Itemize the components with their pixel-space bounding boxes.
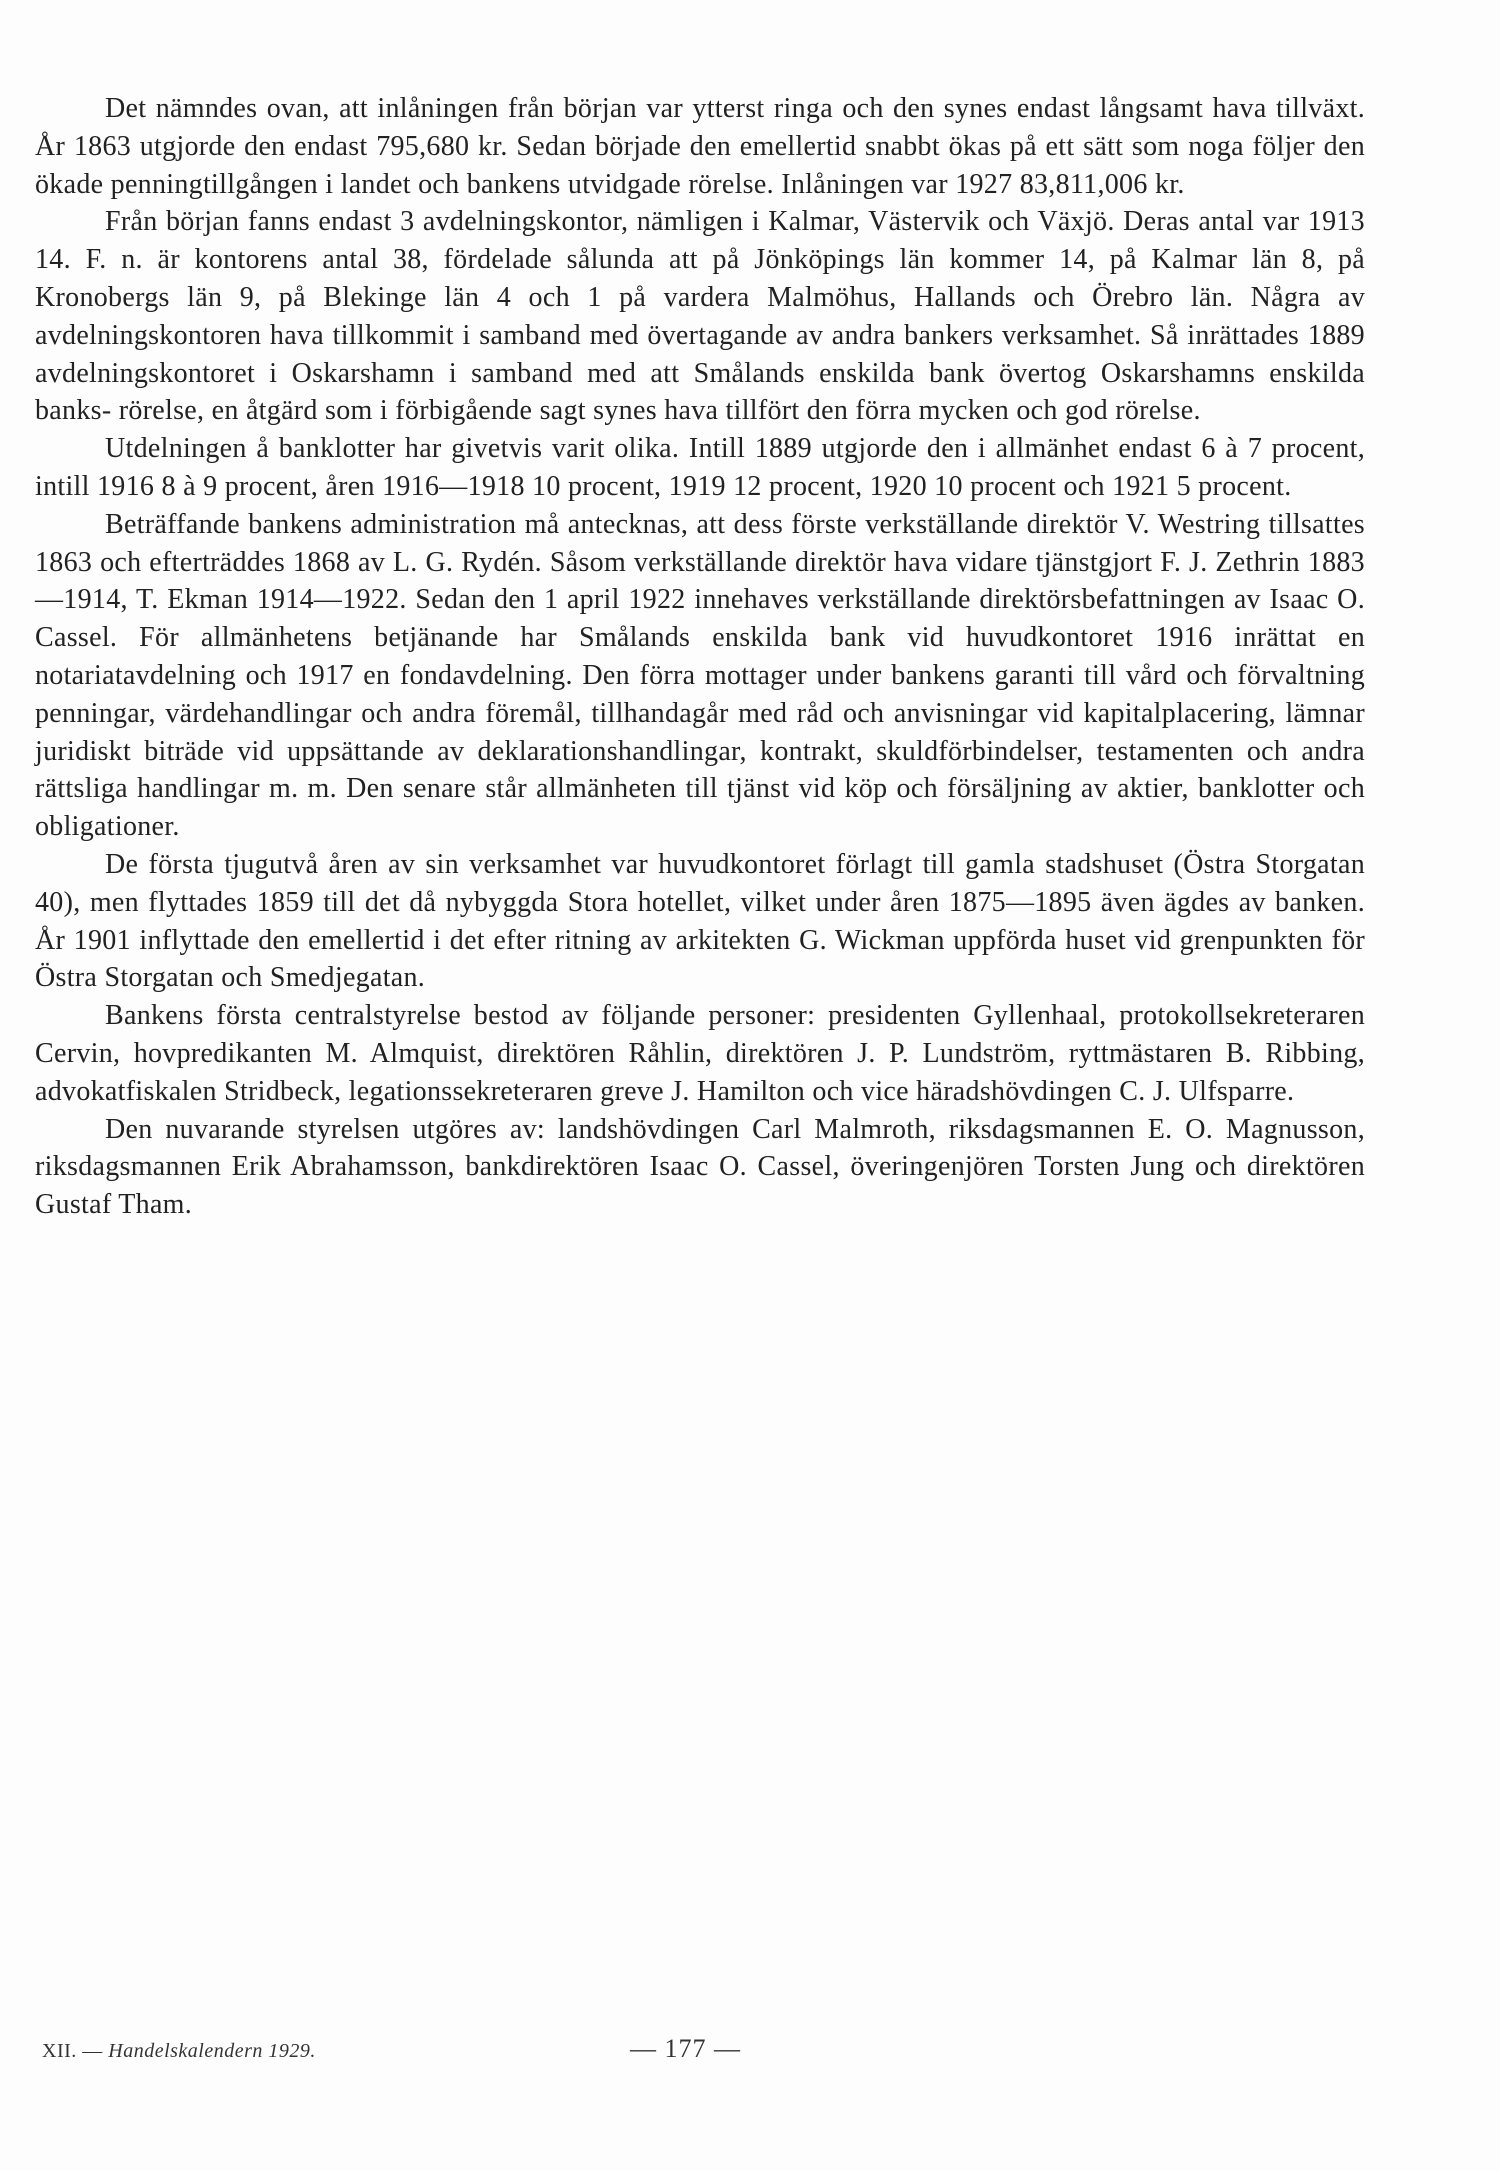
body-text	[35, 90, 1365, 1224]
footer-publication-title: Handelskalendern 1929.	[108, 2040, 316, 2062]
paragraph-first-board: Bankens första centralstyrelse bestod av följande personer: presidenten Gyllenhaal, protokollsekreteraren Cervin, hovpredikanten M. Almquist, direktören Råhlin, direktören J. P. Lundström, ryttmästaren B. Ribbing, advokatfiskalen Stridbeck, legationssekreteraren greve J. Hamilton och vice häradshövdingen C. J. Ulfsparre.	[35, 1000, 1365, 1107]
page-footer	[0, 2034, 1500, 2074]
paragraph-deposits: Det nämndes ovan, att inlåningen från början var ytterst ringa och den synes endast långsamt hava tillväxt. År 1863 utgjorde den endast 795,680 kr. Sedan började den emellertid snabbt ökas på ett sätt som noga följer den ökade penningtillgången i landet och bankens utvidgade rörelse. Inlåningen var 1927 83,811,006 kr.	[35, 93, 1365, 200]
paragraph-dividends: Utdelningen å banklotter har givetvis varit olika. Intill 1889 utgjorde den i allmänhet endast 6 à 7 procent, intill 1916 8 à 9 procent, åren 1916—1918 10 procent, 1919 12 procent, 1920 10 procent och 1921 5 procent.	[35, 433, 1365, 502]
paragraph-head-office: De första tjugutvå åren av sin verksamhet var huvudkontoret förlagt till gamla stadshuset (Östra Storgatan 40), men flyttades 1859 till det då nybyggda Stora hotellet, vilket under åren 1875—1895 även ägdes av banken. År 1901 inflyttade den emellertid i det efter ritning av arkitekten G. Wickman uppförda huset vid grenpunkten för Östra Storgatan och Smedjegatan.	[35, 848, 1365, 994]
paragraph-branch-offices: Från början fanns endast 3 avdelningskontor, nämligen i Kalmar, Västervik och Växjö. Deras antal var 1913 14. F. n. är kontorens antal 38, fördelade sålunda att på Jönköpings län kommer 14, på Kalmar län 8, på Kronobergs län 9, på Blekinge län 4 och 1 på vardera Malmöhus, Hallands och Örebro län. Några av avdelningskontoren hava tillkommit i samband med övertagande av andra bankers verksamhet. Så inrättades 1889 avdelningskontoret i Oskarshamn i samband med att Smålands enskilda bank övertog Oskarshamns enskilda banks- rörelse, en åtgärd som i förbigående sagt synes hava tillfört den förra mycken och god rörelse.	[35, 206, 1365, 427]
footer-publication	[42, 2040, 316, 2063]
page-number: — 177 —	[630, 2034, 741, 2063]
footer-section: XII. —	[42, 2040, 103, 2062]
paragraph-current-board: Den nuvarande styrelsen utgöres av: landshövdingen Carl Malmroth, riksdagsmannen E. O. Magnusson, riksdagsmannen Erik Abrahamsson, bankdirektören Isaac O. Cassel, överingenjören Torsten Jung och direktören Gustaf Tham.	[35, 1113, 1365, 1221]
paragraph-administration: Beträffande bankens administration må antecknas, att dess förste verkställande direktör V. Westring tillsattes 1863 och efterträddes 1868 av L. G. Rydén. Såsom verkställande direktör hava vidare tjänstgjort F. J. Zethrin 1883—1914, T. Ekman 1914—1922. Sedan den 1 april 1922 innehaves verkställande direktörsbefattningen av Isaac O. Cassel. För allmänhetens betjänande har Smålands enskilda bank vid huvudkontoret 1916 inrättat en notariatavdelning och 1917 en fondavdelning. Den förra mottager under bankens garanti till vård och förvaltning penningar, värdehandlingar och andra föremål, tillhandagår med råd och anvisningar vid kapitalplacering, lämnar juridiskt biträde vid uppsättande av deklarationshandlingar, kontrakt, skuldförbindelser, testamenten och andra rättsliga handlingar m. m. Den senare står allmänheten till tjänst vid köp och försäljning av aktier, banklotter och obligationer.	[35, 508, 1365, 843]
